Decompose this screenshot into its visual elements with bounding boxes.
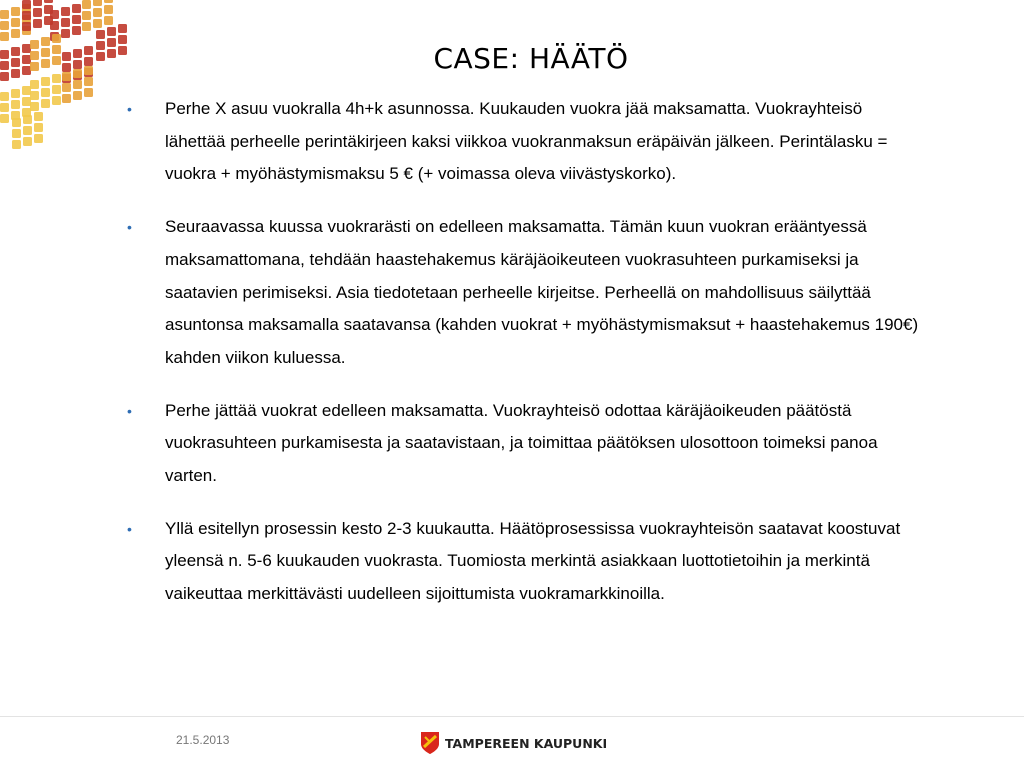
bullet-marker: • [127, 520, 132, 537]
logo-text: TAMPEREEN KAUPUNKI [445, 735, 608, 751]
bullet-item [125, 395, 925, 493]
bullet-marker: • [127, 101, 132, 117]
decorative-pattern-icon [0, 0, 140, 150]
footer-date: 21.5.2013 [176, 733, 230, 747]
decor-tile [22, 0, 53, 31]
decor-tile [82, 0, 113, 31]
city-logo [420, 730, 607, 756]
footer-divider [0, 716, 1024, 717]
bullet-text: Yllä esitellyn prosessin kesto 2-3 kuukautta. Häätöprosessissa vuokrayhteisön saatavat koostuvat yleensä n. 5-6 kuukauden vuokrasta. Tuomiosta merkintä asiakkaan luottotietoihin ja merkintä vaikeuttaa merkittävästi uudelleen sijoittumista vuokramarkkinoilla. [165, 518, 901, 604]
bullet-text: Perhe jättää vuokrat edelleen maksamatta. Vuokrayhteisö odottaa käräjäoikeuden päätöstä vuokrasuhteen purkamisesta ja saatavistaan, ja toimittaa päätöksen ulosottoon toimeksi panoa varten. [165, 400, 878, 486]
decor-tile [30, 74, 61, 111]
bullet-marker: • [127, 402, 132, 419]
bullet-item [125, 93, 925, 191]
bullet-text: Perhe X asuu vuokralla 4h+k asunnossa. Kuukauden vuokra jää maksamatta. Vuokrayhteisö lähettää perheelle perintäkirjeen kaksi viikkoa vuokranmaksun eräpäivän jälkeen. Perintälasku = vuokra + myöhästymismaksu 5 € (+ voimassa oleva viivästyskorko). [165, 99, 888, 184]
bullet-text: Seuraavassa kuussa vuokrarästi on edelleen maksamatta. Tämän kuun vuokran erääntyessä maksamattomana, tehdään haastehakemus käräjäoikeuteen vuokrasuhteen purkamiseksi ja saatavien perimiseksi. Asia tiedotetaan perheelle kirjeitse. Perheellä on mahdollisuus säilyttää asuntonsa maksamalla saatavansa (kahden vuokrat + myöhästymismaksut + haastehakemus 190€) kahden viikon kuluessa. [165, 217, 919, 367]
slide-title: CASE: HÄÄTÖ [433, 42, 629, 75]
bullet-list [125, 93, 925, 631]
coat-of-arms-icon [420, 731, 440, 755]
bullet-item [125, 513, 925, 611]
bullet-marker: • [127, 219, 132, 236]
bullet-item [125, 211, 925, 375]
